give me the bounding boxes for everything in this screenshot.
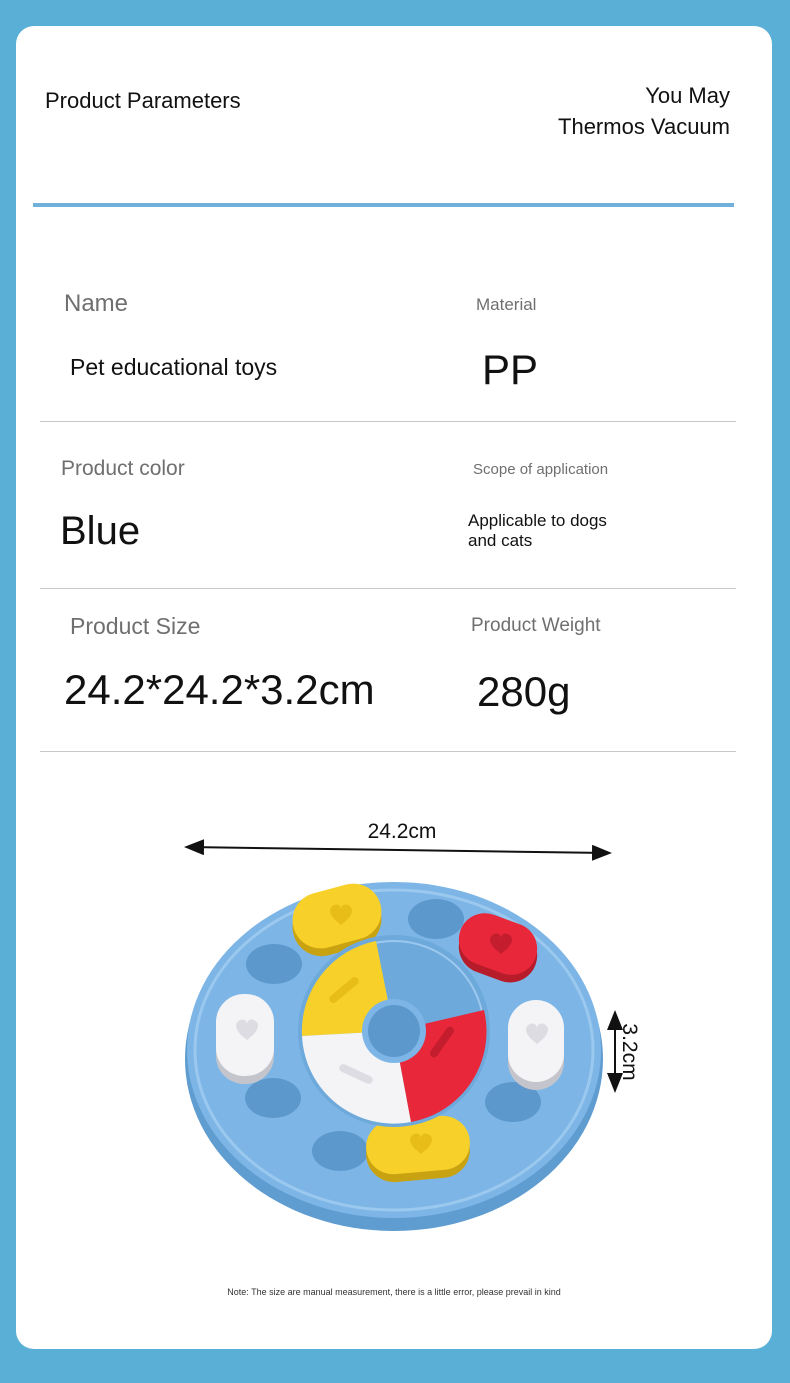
product-color-label: Product color: [61, 457, 185, 480]
puzzle-toy: [185, 877, 603, 1231]
height-dimension-label: 3.2cm: [618, 1023, 641, 1081]
header-right-line1: You May: [645, 83, 730, 108]
scope-value-line2: and cats: [468, 531, 533, 550]
material-label: Material: [476, 295, 537, 314]
width-arrow: [188, 847, 608, 853]
measurement-note: Note: The size are manual measurement, there is a little error, please prevail in kind: [227, 1287, 561, 1297]
material-value: PP: [482, 346, 539, 393]
header-right-line2: Thermos Vacuum: [558, 114, 730, 139]
scope-value-line1: Applicable to dogs: [468, 511, 607, 530]
scope-label: Scope of application: [473, 461, 609, 478]
parameter-card: [16, 26, 772, 1349]
toy-illustration: [16, 26, 772, 1349]
product-size-value: 24.2*24.2*3.2cm: [64, 666, 375, 713]
white-slider-left: [216, 994, 274, 1084]
width-dimension-label: 24.2cm: [367, 820, 437, 843]
name-value: Pet educational toys: [70, 354, 278, 380]
white-slider-right: [508, 1000, 564, 1090]
product-weight-label: Product Weight: [471, 615, 601, 636]
name-label: Name: [64, 290, 129, 317]
product-weight-value: 280g: [477, 668, 571, 715]
product-color-value: Blue: [60, 509, 141, 553]
product-size-label: Product Size: [70, 613, 201, 639]
product-parameters-title: Product Parameters: [45, 88, 241, 113]
